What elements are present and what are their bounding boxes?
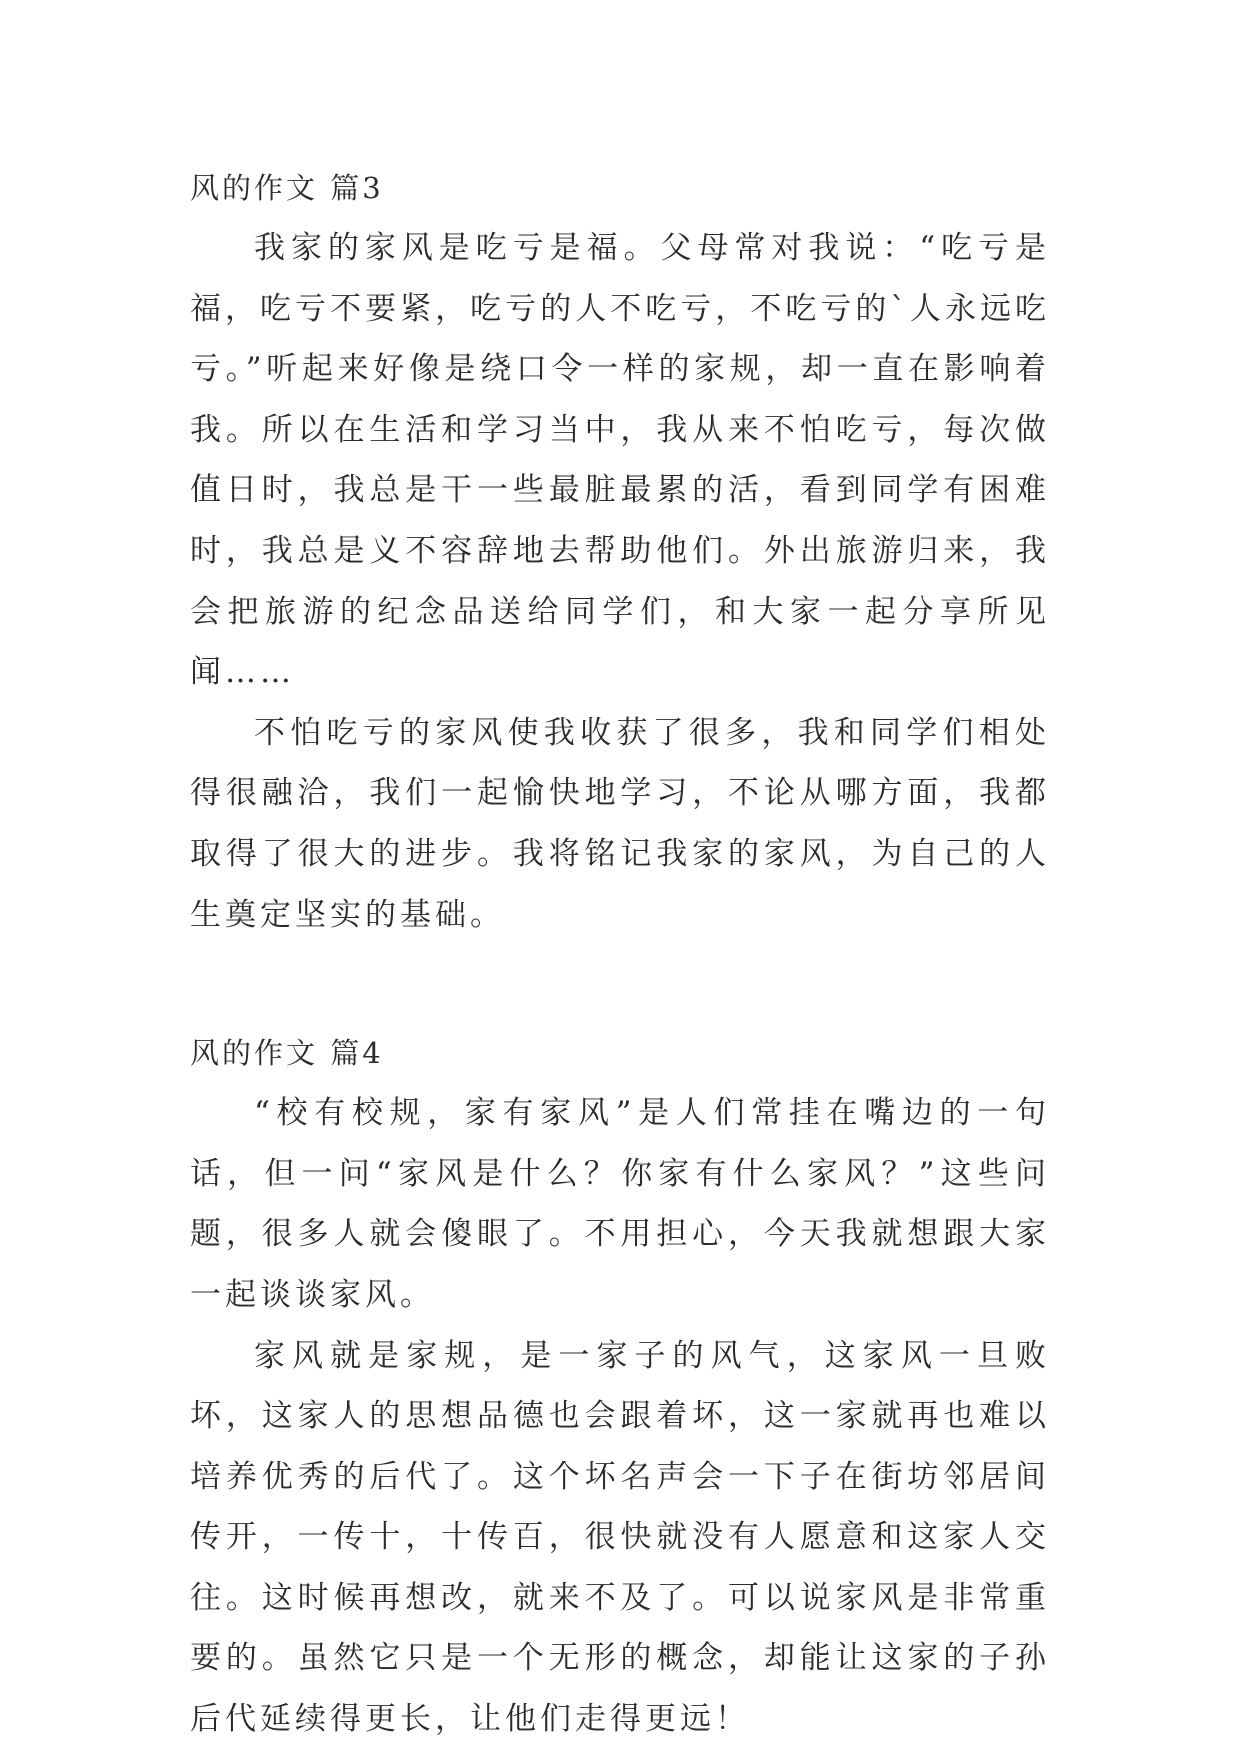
document-content bbox=[190, 158, 1050, 1750]
paragraph: 不怕吃亏的家风使我收获了很多，我和同学们相处得很融洽，我们一起愉快地学习，不论从哪方面，我都取得了很大的进步。我将铭记我家的家风，为自己的人生奠定坚实的基础。 bbox=[190, 714, 1050, 933]
paragraph: “校有校规，家有家风”是人们常挂在嘴边的一句话，但一问“家风是什么？你家有什么家风？”这些问题，很多人就会傻眼了。不用担心，今天我就想跟大家一起谈谈家风。 bbox=[190, 1095, 1050, 1313]
essay-section-4 bbox=[190, 1023, 1050, 1750]
section-title: 风的作文 篇4 bbox=[190, 1036, 384, 1071]
essay-section-3 bbox=[190, 158, 1050, 945]
paragraph: 家风就是家规，是一家子的风气，这家风一旦败坏，这家人的思想品德也会跟着坏，这一家就再也难以培养优秀的后代了。这个坏名声会一下子在街坊邻居间传开，一传十，十传百，很快就没有人愿意和这家人交往。这时候再想改，就来不及了。可以说家风是非常重要的。虽然它只是一个无形的概念，却能让这家的子孙后代延续得更长，让他们走得更远！ bbox=[190, 1337, 1050, 1738]
section-title: 风的作文 篇3 bbox=[190, 171, 384, 205]
paragraph: 我家的家风是吃亏是福。父母常对我说：“吃亏是福，吃亏不要紧，吃亏的人不吃亏，不吃亏的`人永远吃亏。”听起来好像是绕口令一样的家规，却一直在影响着我。所以在生活和学习当中，我从来不怕吃亏，每次做值日时，我总是干一些最脏最累的活，看到同学有困难时，我总是义不容辞地去帮助他们。外出旅游归来，我会把旅游的纪念品送给同学们，和大家一起分享所见闻…… bbox=[190, 230, 1050, 691]
